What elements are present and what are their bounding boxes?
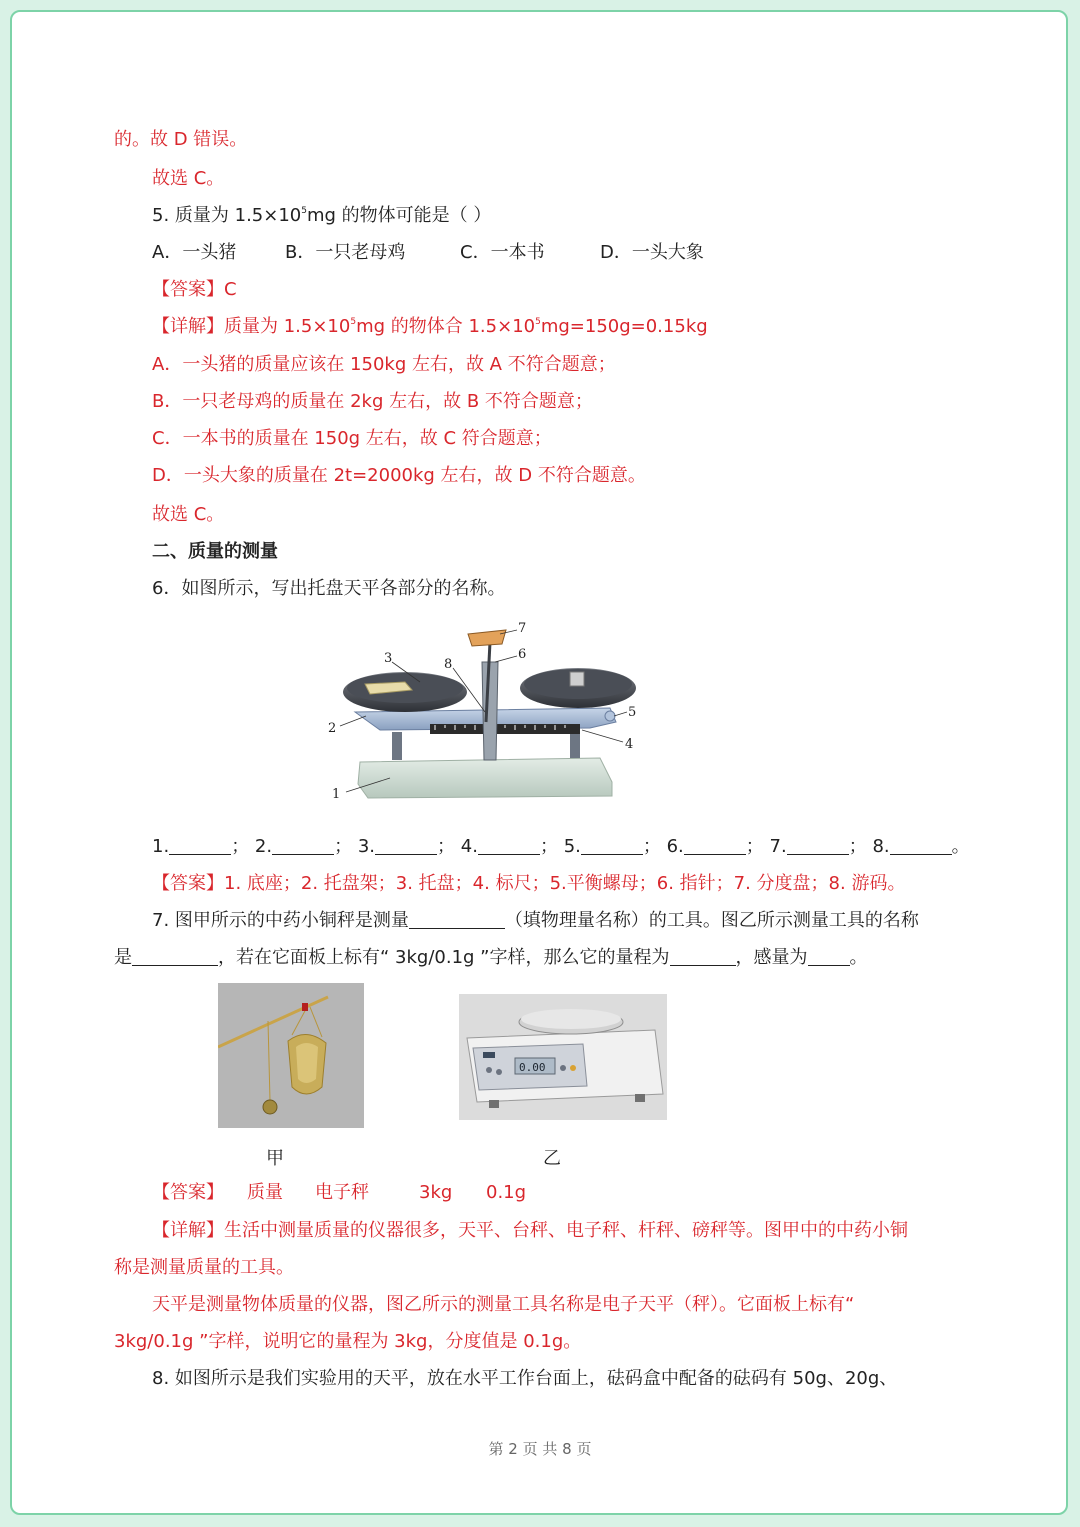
q5-conclusion: 故选 C。 [152,504,225,525]
q5-explain-c: C．一本书的质量在 150g 左右，故 C 符合题意； [152,428,552,449]
q7-answer [152,1181,526,1205]
q6-blank-3[interactable] [375,838,437,855]
steelyard-photo [218,983,364,1128]
q7-text: （填物理量名称）的工具。图乙所示测量工具的名称 [504,910,919,931]
q7-answer-2: 电子秤 [315,1182,369,1203]
q7-blank-1[interactable] [409,912,505,929]
electronic-scale-photo [459,994,667,1120]
q6-blank-7[interactable] [787,838,849,855]
q5-explain-b: B．一只老母鸡的质量在 2kg 左右，故 B 不符合题意； [152,391,593,412]
q7-stem-line2 [114,946,868,970]
q6-blank-num: 6. [666,836,684,857]
balance-label-4: 4 [625,737,634,752]
q6-answer: 【答案】1. 底座；2. 托盘架；3. 托盘；4. 标尺；5.平衡螺母；6. 指针；7. 分度盘；8. 游码。 [152,873,906,894]
q7-text: 是 [114,947,132,968]
q6-blank-num: 4. [460,836,478,857]
q5-detail-text: 【详解】质量为 1.5×10 [152,316,351,337]
q7-text: 7. 图甲所示的中药小铜秤是测量 [152,910,409,931]
q5-detail-exponent-1: 5 [350,317,357,327]
q6-sep: ； [437,836,456,857]
q5-option-b: B．一只老母鸡 [285,242,406,263]
q6-blank-num: 7. [769,836,787,857]
q7-answer-4: 0.1g [486,1182,527,1203]
q7-detail-4: 3kg/0.1g ”字样，说明它的量程为 3kg，分度值是 0.1g。 [114,1331,582,1352]
caption-yi: 乙 [543,1148,561,1169]
q5-explain-a: A．一头猪的质量应该在 150kg 左右，故 A 不符合题意； [152,354,616,375]
q7-detail-1: 【详解】生活中测量质量的仪器很多，天平、台秤、电子秤、杆秤、磅秤等。图甲中的中药小铜 [152,1220,908,1241]
q7-stem-line1 [152,909,919,933]
q8-stem: 8. 如图所示是我们实验用的天平，放在水平工作台面上，砝码盒中配备的砝码有 50g、20g、 [152,1368,898,1389]
balance-label-1: 1 [332,787,341,802]
q6-blank-8[interactable] [890,838,952,855]
caption-jia: 甲 [266,1148,284,1169]
q6-sep: ； [848,836,867,857]
prev-conclusion: 故选 C。 [152,168,225,189]
q6-blank-num: 2. [254,836,273,857]
q5-explain-d: D．一头大象的质量在 2t=2000kg 左右，故 D 不符合题意。 [152,465,646,486]
q7-answer-1: 质量 [247,1182,283,1203]
q5-option-d: D．一头大象 [600,242,704,263]
q5-detail-text-mid: mg 的物体合 1.5×10 [356,316,536,337]
section-title: 二、质量的测量 [152,541,278,562]
q7-answer-3: 3kg [419,1182,453,1203]
prev-explanation-tail: 的。故 D 错误。 [114,129,248,150]
q7-text: ，感量为 [735,947,808,968]
q5-stem-text-post: mg 的物体可能是（ ） [306,205,492,226]
q7-detail-2: 称是测量质量的工具。 [114,1257,294,1278]
q6-blank-num: 3. [357,836,376,857]
q6-blank-num: 5. [563,836,581,857]
q5-answer: 【答案】C [152,279,237,300]
q5-option-c: C．一本书 [460,242,545,263]
q5-options [152,241,704,265]
q6-end: 。 [951,836,970,857]
q5-detail [152,315,708,339]
q6-sep: ； [334,836,353,857]
balance-diagram [320,612,650,812]
q6-sep: ； [745,836,764,857]
q6-sep: ； [539,836,558,857]
q6-blanks [152,835,970,859]
q6-blank-4[interactable] [478,838,540,855]
q6-blank-num: 8. [872,836,890,857]
q5-option-a: A．一头猪 [152,242,237,263]
q7-blank-3[interactable] [670,949,736,966]
balance-label-2: 2 [328,721,337,736]
q5-detail-text-post: mg=150g=0.15kg [540,316,708,337]
page-footer: 第 2 页 共 8 页 [488,1440,592,1458]
q6-sep: ； [642,836,661,857]
scale-display: 0.00 [519,1061,546,1074]
q6-blank-2[interactable] [272,838,334,855]
q6-blank-num: 1. [152,836,170,857]
q7-text: 。 [849,947,868,968]
q6-blank-5[interactable] [581,838,643,855]
q7-text: ，若在它面板上标有“ 3kg/0.1g ”字样，那么它的量程为 [218,947,670,968]
q5-stem-text: 5. 质量为 1.5×10 [152,205,302,226]
balance-label-7: 7 [518,621,527,636]
q6-blank-1[interactable] [169,838,231,855]
q7-answer-label: 【答案】 [152,1182,224,1203]
q5-stem-exponent: 5 [301,206,307,216]
balance-label-3: 3 [384,651,393,666]
q7-blank-4[interactable] [808,949,850,966]
q6-blank-6[interactable] [684,838,746,855]
q5-detail-exponent-2: 5 [535,317,541,327]
q7-detail-3: 天平是测量物体质量的仪器，图乙所示的测量工具名称是电子天平（秤）。它面板上标有“ [152,1294,855,1315]
q6-sep: ； [231,836,250,857]
q5-stem [152,204,491,228]
balance-label-6: 6 [518,647,527,662]
q6-stem: 6．如图所示，写出托盘天平各部分的名称。 [152,578,506,599]
q7-blank-2[interactable] [132,949,218,966]
balance-label-8: 8 [444,657,453,672]
balance-label-5: 5 [628,705,637,720]
